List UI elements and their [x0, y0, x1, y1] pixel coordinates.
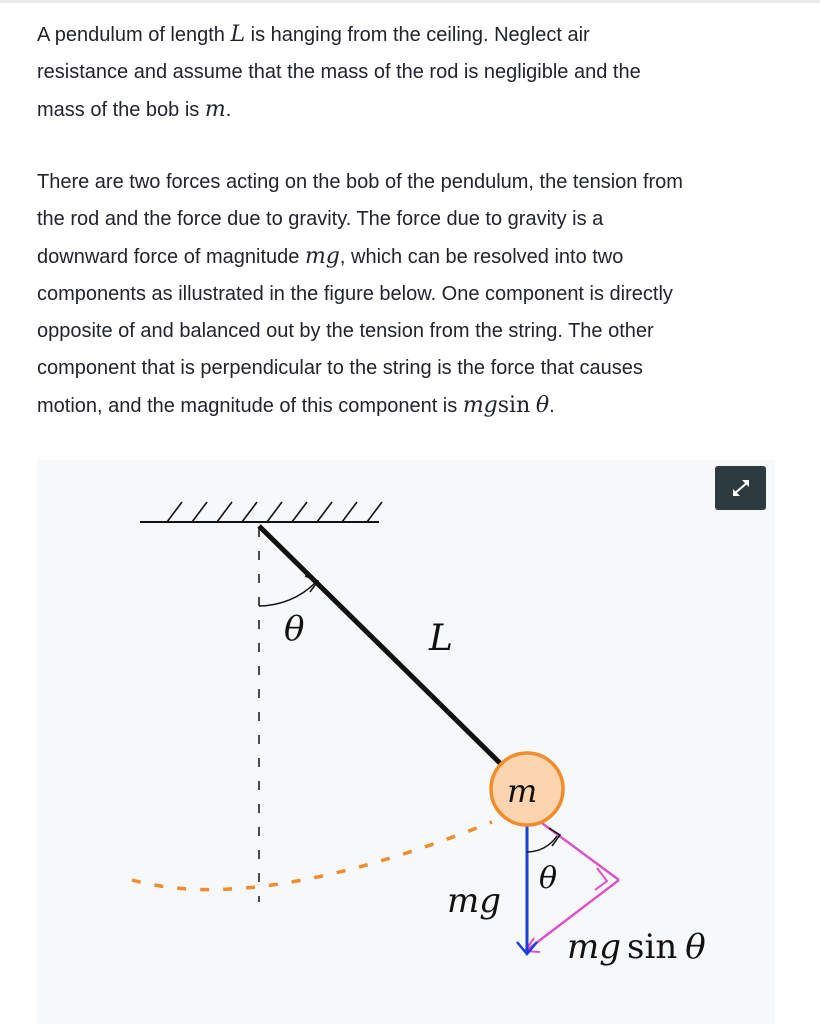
math-sin: sin — [497, 393, 531, 418]
forces-line-6: component that is perpendicular to the string is the force that causes — [37, 357, 643, 379]
top-angle-arc — [259, 582, 316, 606]
math-L: L — [230, 22, 246, 47]
expand-button[interactable] — [715, 466, 766, 510]
intro-line-1: A pendulum of length L is hanging from the ceiling. Neglect air — [37, 22, 590, 47]
intro-line-2: resistance and assume that the mass of the rod is negligible and the — [37, 61, 641, 83]
bottom-angle-arc — [527, 836, 557, 852]
component-right-angle-mark — [595, 868, 607, 890]
ceiling-hatching — [167, 502, 382, 522]
component-label: mg sin θ — [567, 927, 706, 967]
math-mg: mg — [304, 244, 340, 269]
theta-top-label: θ — [284, 609, 305, 649]
swing-arc — [132, 822, 492, 890]
expand-arrows-icon — [715, 466, 766, 510]
forces-line-2: the rod and the force due to gravity. The force due to gravity is a — [37, 208, 604, 230]
forces-paragraph — [37, 164, 820, 425]
forces-line-4: components as illustrated in the figure below. One component is directly — [37, 283, 673, 305]
pendulum-figure — [37, 460, 775, 1024]
pendulum-diagram — [37, 460, 775, 1024]
math-theta: θ — [535, 393, 550, 418]
gravity-label: mg — [447, 881, 502, 921]
forces-line-3: downward force of magnitude mg, which can be resolved into two — [37, 244, 624, 269]
forces-line-5: opposite of and balanced out by the tension from the string. The other — [37, 320, 654, 342]
intro-paragraph — [37, 16, 820, 129]
mass-label: m — [507, 772, 538, 810]
math-m: m — [204, 97, 226, 122]
theta-bottom-label: θ — [539, 861, 558, 896]
forces-line-1: There are two forces acting on the bob of the pendulum, the tension from — [37, 171, 683, 193]
length-label: L — [429, 618, 453, 659]
top-divider — [0, 0, 820, 3]
forces-line-7: motion, and the magnitude of this component is mgsin θ. — [37, 393, 555, 418]
intro-line-3: mass of the bob is m. — [37, 97, 232, 122]
math-mg-2: mg — [462, 393, 498, 418]
